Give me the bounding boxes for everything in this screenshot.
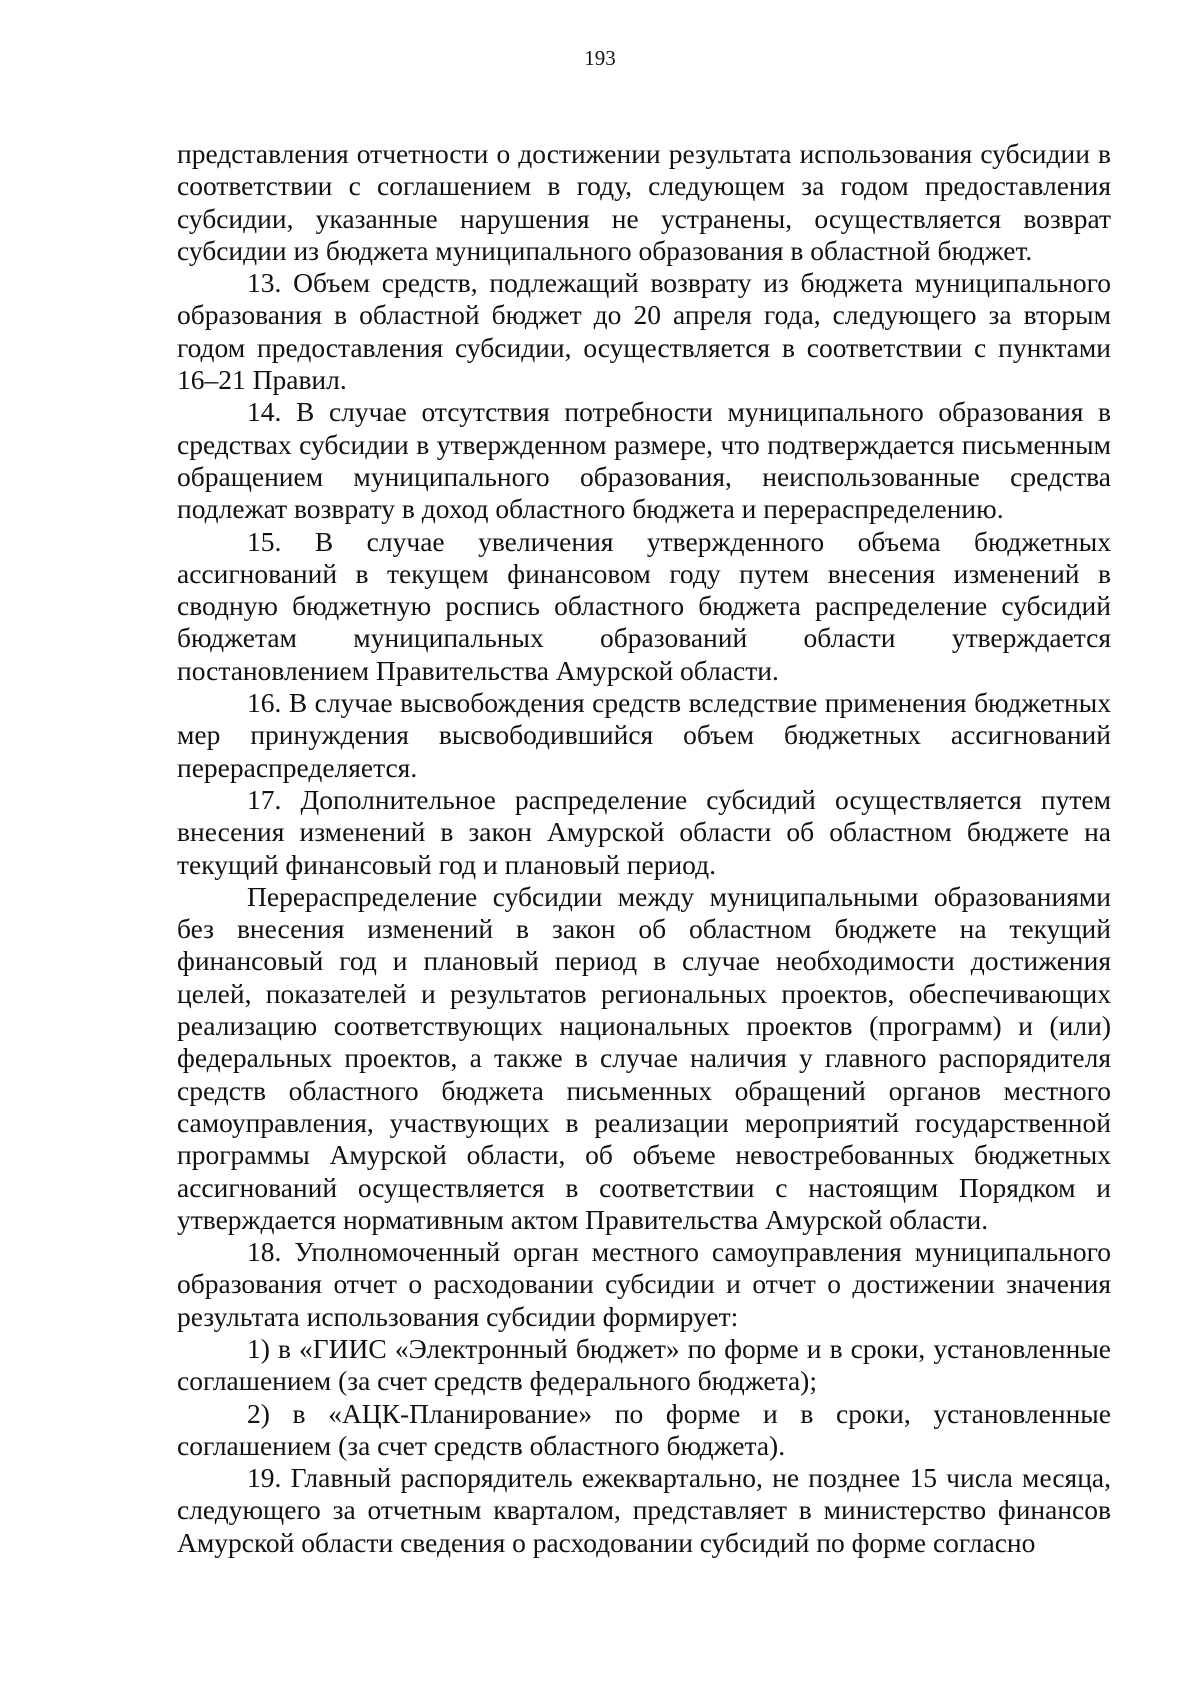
- paragraph-15: 15. В случае увеличения утвержденного объема бюджетных ассигнований в текущем финансовом году путем внесения изменений в сводную бюджетную роспись областного бюджета распределение субсидий бюджетам муниципальных образований области утверждается постановлением Правительства Амурской области.: [177, 525, 1111, 686]
- paragraph-18-item-1: 1) в «ГИИС «Электронный бюджет» по форме и в сроки, установленные соглашением (за счет средств федерального бюджета);: [177, 1332, 1111, 1397]
- paragraph-continuation: представления отчетности о достижении результата использования субсидии в соответствии с соглашением в году, следующем за годом предоставления субсидии, указанные нарушения не устранены, осуществляется возврат субсидии из бюджета муниципального образования в областной бюджет.: [177, 138, 1111, 266]
- paragraph-14: 14. В случае отсутствия потребности муниципального образования в средствах субсидии в утвержденном размере, что подтверждается письменным обращением муниципального образования, неиспользованные средства подлежат возврату в доход областного бюджета и перераспределению.: [177, 396, 1111, 525]
- page-number: 193: [584, 46, 616, 70]
- paragraph-18: 18. Уполномоченный орган местного самоуправления муниципального образования отчет о расходовании субсидии и отчет о достижении значения результата использования субсидии формирует:: [177, 1236, 1111, 1332]
- paragraph-13: 13. Объем средств, подлежащий возврату из бюджета муниципального образования в областной бюджет до 20 апреля года, следующего за вторым годом предоставления субсидии, осуществляется в соответствии с пунктами 16–21 Правил.: [177, 267, 1111, 396]
- paragraph-18-item-2: 2) в «АЦК-Планирование» по форме и в сроки, установленные соглашением (за счет средств областного бюджета).: [177, 1397, 1111, 1461]
- paragraph-17-redistribution: Перераспределение субсидии между муниципальными образованиями без внесения изменений в закон об областном бюджете на текущий финансовый год и плановый период в случае необходимости достижения целей, показателей и результатов региональных проектов, обеспечивающих реализацию соответствующих национальных проектов (программ) и (или) федеральных проектов, а также в случае наличия у главного распорядителя средств областного бюджета письменных обращений органов местного самоуправления, участвующих в реализации мероприятий государственной программы Амурской области, об объеме невостребованных бюджетных ассигнований осуществляется в соответствии с настоящим Порядком и утверждается нормативным актом Правительства Амурской области.: [177, 880, 1111, 1235]
- paragraph-17: 17. Дополнительное распределение субсидий осуществляется путем внесения изменений в закон Амурской области об областном бюджете на текущий финансовый год и плановый период.: [177, 783, 1111, 880]
- document-body: [177, 138, 1111, 1559]
- paragraph-16: 16. В случае высвобождения средств вследствие применения бюджетных мер принуждения высвободившийся объем бюджетных ассигнований перераспределяется.: [177, 687, 1111, 783]
- paragraph-19: 19. Главный распорядитель ежеквартально, не позднее 15 числа месяца, следующего за отчетным кварталом, представляет в министерство финансов Амурской области сведения о расходовании субсидий по форме согласно: [177, 1462, 1111, 1558]
